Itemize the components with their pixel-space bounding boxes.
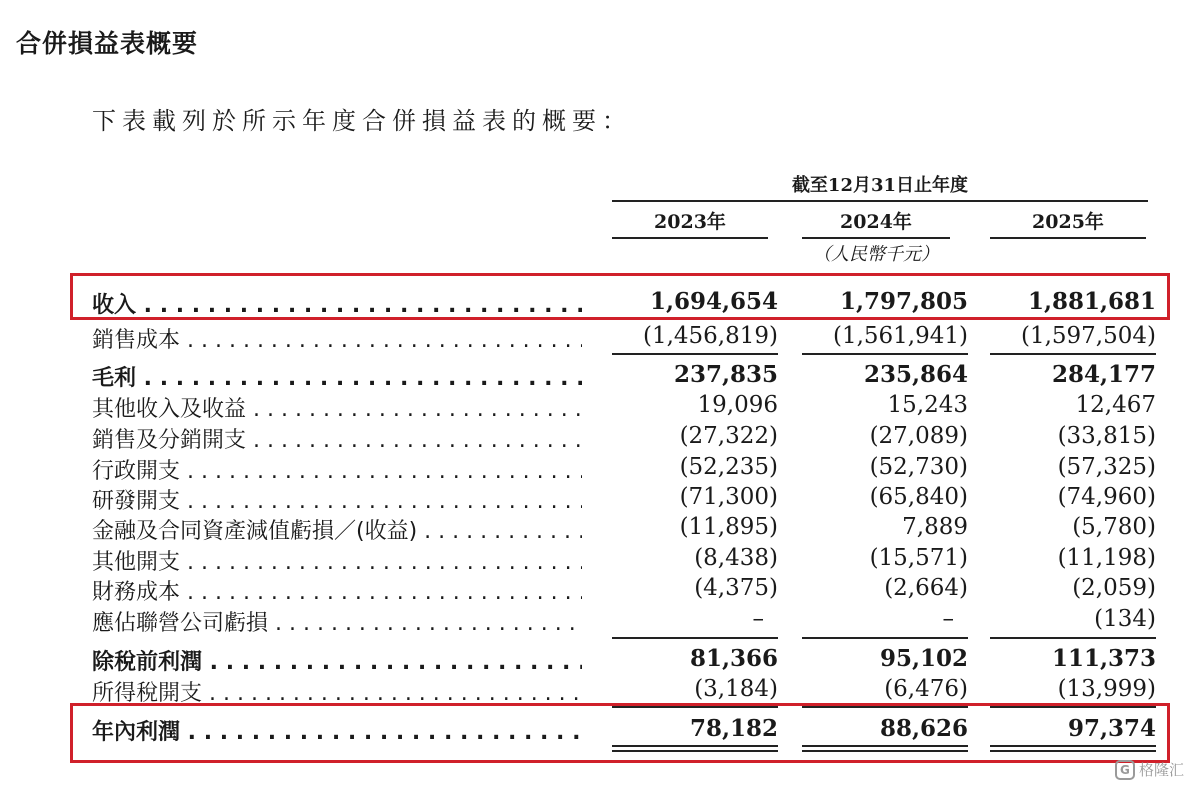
other-expenses-2024: (15,571) — [869, 545, 968, 571]
rule-after-associates — [990, 637, 1156, 639]
intro-text: 下表載列於所示年度合併損益表的概要： — [92, 107, 632, 135]
row-label-income-tax: 所得稅開支 . . . — [92, 676, 582, 707]
row-label-profit-for-year: 年內利潤 . . . — [92, 715, 582, 746]
finance-costs-2023: (4,375) — [694, 575, 778, 601]
rule-after-cost — [802, 353, 968, 355]
other-income-2023: 19,096 — [697, 392, 778, 418]
year-rule-1 — [612, 237, 768, 239]
admin-expenses-2024: (52,730) — [869, 454, 968, 480]
finance-costs-2025: (2,059) — [1072, 575, 1156, 601]
row-label-other-expenses: 其他開支 . . . — [92, 545, 582, 576]
revenue-2025: 1,881,681 — [1027, 288, 1156, 315]
year-rule-3 — [990, 237, 1146, 239]
selling-expenses-2025: (33,815) — [1057, 423, 1156, 449]
row-label-revenue: 收入 . . . — [92, 288, 582, 319]
row-label-admin-expenses: 行政開支 . . . — [92, 454, 582, 485]
income-tax-2023: (3,184) — [694, 676, 778, 702]
other-expenses-2025: (11,198) — [1057, 545, 1156, 571]
rnd-expenses-2024: (65,840) — [869, 484, 968, 510]
admin-expenses-2023: (52,235) — [679, 454, 778, 480]
profit-for-year-2023: 78,182 — [689, 715, 778, 742]
cost-of-sales-2024: (1,561,941) — [832, 323, 968, 349]
year-header-2024: 2024年 — [840, 211, 912, 233]
associate-losses-2025: (134) — [1094, 606, 1156, 632]
year-rule-2 — [802, 237, 950, 239]
selling-expenses-2024: (27,089) — [869, 423, 968, 449]
impairment-2023: (11,895) — [679, 514, 778, 540]
revenue-2024: 1,797,805 — [839, 288, 968, 315]
cost-of-sales-2025: (1,597,504) — [1020, 323, 1156, 349]
rule-after-cost — [612, 353, 778, 355]
year-header-2023: 2023年 — [654, 211, 726, 233]
impairment-2025: (5,780) — [1072, 514, 1156, 540]
period-header: 截至12月31日止年度 — [791, 175, 969, 196]
selling-expenses-2023: (27,322) — [679, 423, 778, 449]
cost-of-sales-2023: (1,456,819) — [642, 323, 778, 349]
other-income-2025: 12,467 — [1075, 392, 1156, 418]
income-tax-2025: (13,999) — [1057, 676, 1156, 702]
admin-expenses-2025: (57,325) — [1057, 454, 1156, 480]
profit-before-tax-2024: 95,102 — [879, 645, 968, 672]
profit-for-year-2025: 97,374 — [1067, 715, 1156, 742]
highlight-revenue-row — [70, 273, 1170, 320]
rule-after-associates — [802, 637, 968, 639]
page-title: 合併損益表概要 — [16, 29, 199, 58]
revenue-2023: 1,694,654 — [649, 288, 778, 315]
row-label-profit-before-tax: 除稅前利潤 . . . — [92, 645, 582, 676]
rnd-expenses-2025: (74,960) — [1057, 484, 1156, 510]
profit-before-tax-2025: 111,373 — [1051, 645, 1156, 672]
rule-after-associates — [612, 637, 778, 639]
row-label-selling-expenses: 銷售及分銷開支 . . . — [92, 423, 582, 454]
income-tax-2024: (6,476) — [884, 676, 968, 702]
row-label-impairment: 金融及合同資產減值虧損／(收益) . . . — [92, 514, 582, 545]
highlight-profit-row — [70, 703, 1170, 763]
watermark — [1115, 759, 1184, 780]
other-expenses-2023: (8,438) — [694, 545, 778, 571]
row-label-finance-costs: 財務成本 . . . — [92, 575, 582, 606]
row-label-associate-losses: 應佔聯營公司虧損 . . . — [92, 606, 582, 637]
finance-costs-2024: (2,664) — [884, 575, 968, 601]
associate-losses-2023: – — [752, 606, 764, 632]
other-income-2024: 15,243 — [887, 392, 968, 418]
gross-profit-2025: 284,177 — [1051, 361, 1156, 388]
profit-for-year-2024: 88,626 — [879, 715, 968, 742]
rule-after-cost — [990, 353, 1156, 355]
period-rule — [612, 200, 1148, 202]
row-label-other-income: 其他收入及收益 . . . — [92, 392, 582, 423]
unit-label: （人民幣千元） — [813, 244, 939, 265]
row-label-gross-profit: 毛利 . . . — [92, 361, 582, 392]
associate-losses-2024: – — [942, 606, 954, 632]
row-label-cost-of-sales: 銷售成本 . . . — [92, 323, 582, 354]
year-header-2025: 2025年 — [1032, 211, 1104, 233]
row-label-rnd-expenses: 研發開支 . . . — [92, 484, 582, 515]
impairment-2024: 7,889 — [902, 514, 968, 540]
gross-profit-2024: 235,864 — [863, 361, 968, 388]
brand-logo-icon: G — [1115, 760, 1135, 780]
gross-profit-2023: 237,835 — [673, 361, 778, 388]
rnd-expenses-2023: (71,300) — [679, 484, 778, 510]
profit-before-tax-2023: 81,366 — [689, 645, 778, 672]
watermark-text: 格隆汇 — [1138, 761, 1184, 779]
